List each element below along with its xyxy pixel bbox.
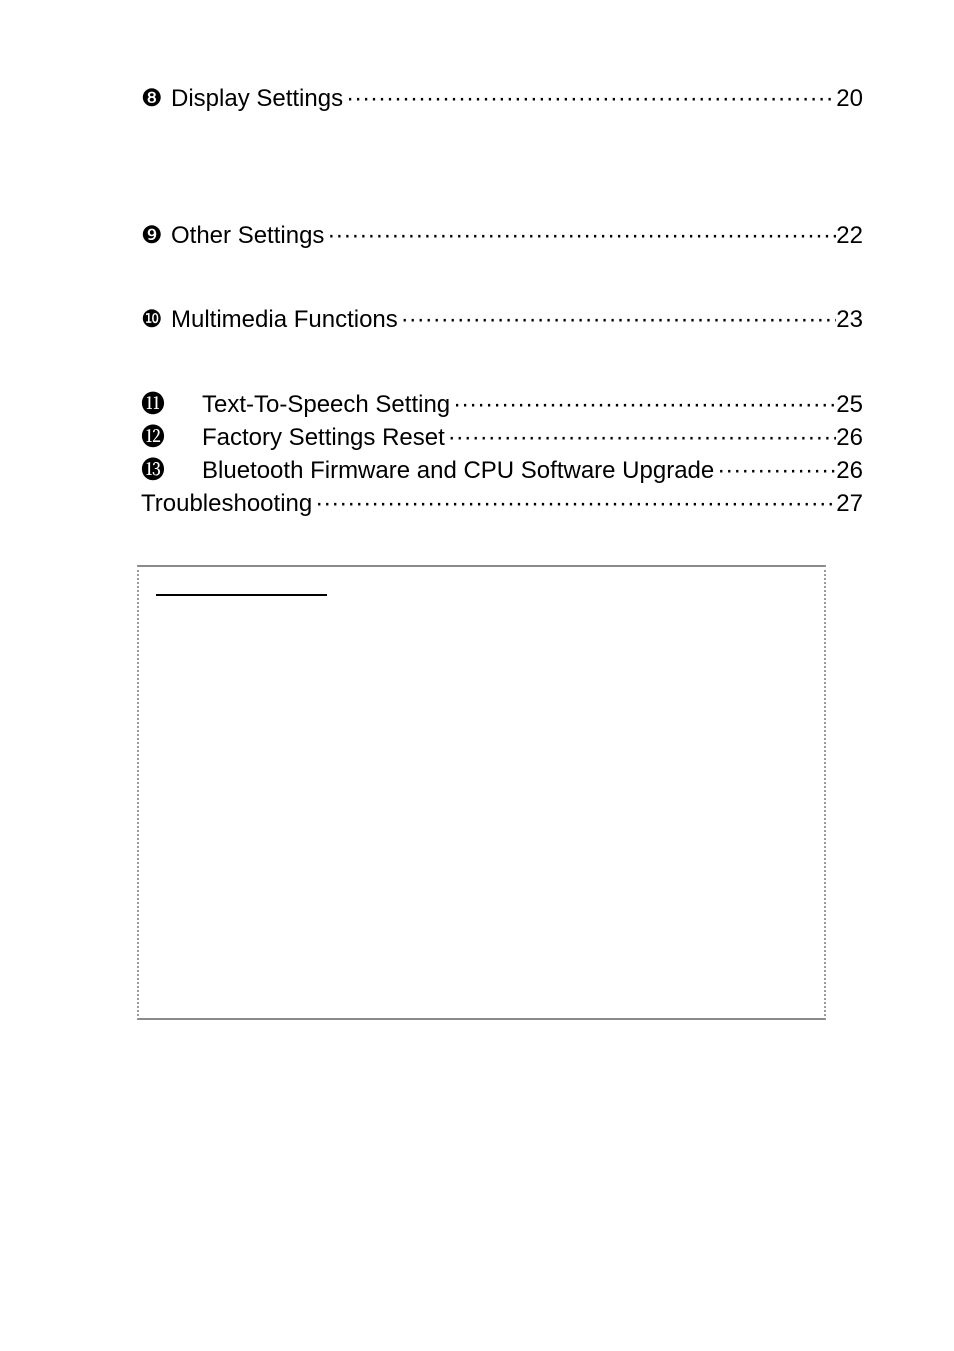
toc-entry-multimedia-functions bbox=[141, 305, 863, 335]
toc-entry-factory-reset bbox=[141, 423, 863, 453]
entry-number-9: ❾ bbox=[141, 222, 163, 249]
toc-entry-other-settings bbox=[141, 221, 863, 251]
entry-title: Troubleshooting bbox=[141, 490, 313, 517]
entry-title: Multimedia Functions bbox=[171, 306, 398, 333]
empty-bordered-frame bbox=[137, 565, 826, 1020]
entry-number-12: ⓬ bbox=[141, 424, 165, 451]
entry-page-number: 25 bbox=[836, 391, 863, 418]
entry-page-number: 27 bbox=[836, 490, 863, 517]
dot-leader bbox=[450, 390, 836, 420]
entry-number-13: ⓭ bbox=[141, 457, 165, 484]
entry-page-number: 26 bbox=[836, 457, 863, 484]
entry-title: Other Settings bbox=[171, 222, 325, 249]
toc-entry-firmware-upgrade bbox=[141, 456, 863, 486]
dot-leader bbox=[398, 305, 837, 335]
entry-number-10: ❿ bbox=[141, 306, 163, 333]
entry-title: Factory Settings Reset bbox=[202, 424, 445, 451]
entry-title: Text-To-Speech Setting bbox=[202, 391, 451, 418]
toc-entry-display-settings bbox=[141, 84, 863, 114]
toc-entry-troubleshooting bbox=[141, 489, 863, 519]
entry-title: Display Settings bbox=[171, 85, 344, 112]
dot-leader bbox=[312, 489, 836, 519]
dot-leader bbox=[324, 221, 836, 251]
toc-entry-text-to-speech bbox=[141, 390, 863, 420]
heading-underline-rule bbox=[156, 594, 327, 596]
entry-page-number: 20 bbox=[836, 85, 863, 112]
entry-title: Bluetooth Firmware and CPU Software Upgrade bbox=[202, 457, 715, 484]
dot-leader bbox=[343, 84, 836, 114]
entry-page-number: 22 bbox=[836, 222, 863, 249]
entry-page-number: 26 bbox=[836, 424, 863, 451]
entry-page-number: 23 bbox=[836, 306, 863, 333]
dot-leader bbox=[714, 456, 836, 486]
entry-number-8: ❽ bbox=[141, 85, 163, 112]
dot-leader bbox=[445, 423, 837, 453]
entry-number-11: ⓫ bbox=[141, 391, 165, 418]
